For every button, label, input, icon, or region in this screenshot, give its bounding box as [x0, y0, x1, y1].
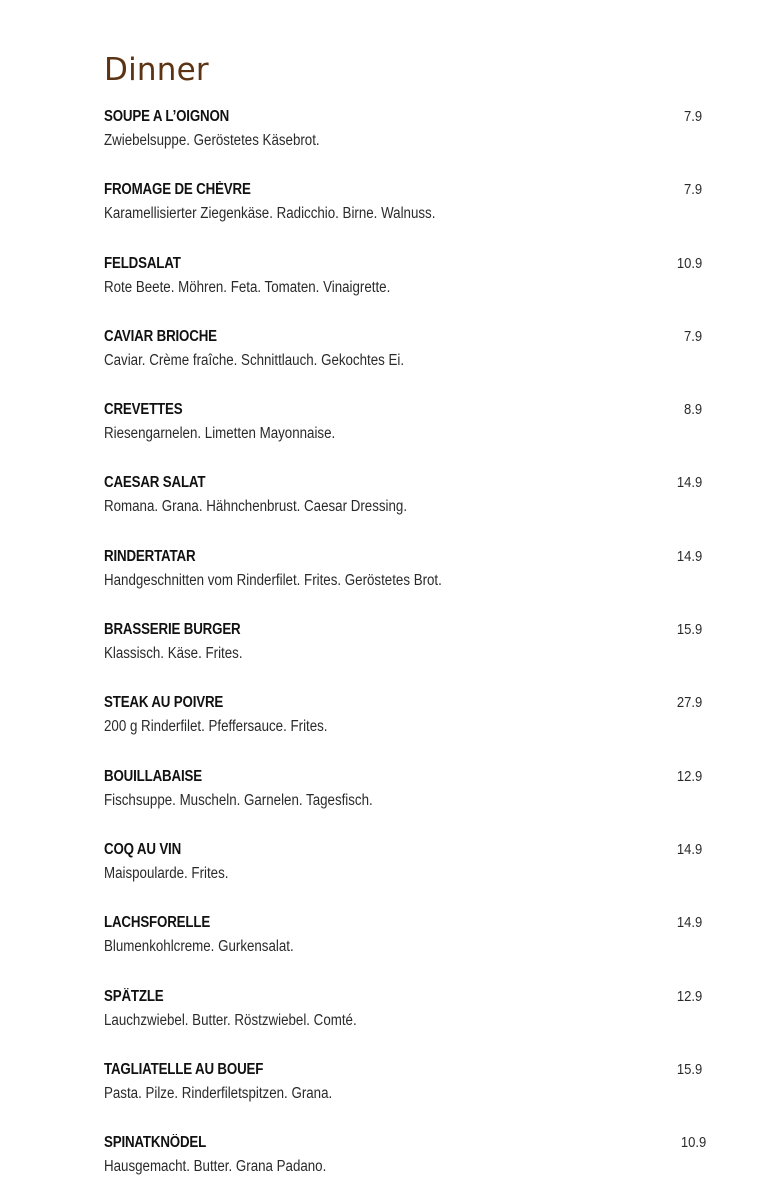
- item-name: SPÄTZLE: [104, 987, 164, 1005]
- menu-item: [104, 399, 704, 472]
- item-name: STEAK AU POIVRE: [104, 694, 224, 712]
- item-description: Blumenkohlcreme. Gurkensalat.: [104, 938, 294, 956]
- item-description: Lauchzwiebel. Butter. Röstzwiebel. Comté.: [104, 1011, 357, 1029]
- item-price: 7.9: [683, 182, 702, 199]
- item-name: CAVIAR BRIOCHE: [104, 327, 217, 345]
- item-price: 10.9: [680, 1135, 706, 1152]
- item-description: 200 g Rinderfilet. Pfeffersauce. Frites.: [104, 718, 328, 736]
- item-name: SOUPE A L’OIGNON: [104, 108, 230, 125]
- item-price: 10.9: [676, 255, 702, 272]
- item-description: Handgeschnitten vom Rinderfilet. Frites. Geröstetes Brot.: [104, 571, 442, 589]
- item-price: 8.9: [683, 402, 702, 419]
- item-description: Pasta. Pilze. Rinderfiletspitzen. Grana.: [104, 1084, 333, 1102]
- menu-item: [104, 766, 704, 839]
- item-description: Riesengarnelen. Limetten Mayonnaise.: [104, 425, 336, 443]
- menu-item: [104, 546, 704, 619]
- menu-list: [104, 106, 704, 1200]
- item-description: Hausgemacht. Butter. Grana Padano.: [104, 1158, 327, 1176]
- item-description: Maispoularde. Frites.: [104, 864, 229, 882]
- item-name: CAESAR SALAT: [104, 474, 206, 492]
- menu-item: [104, 839, 704, 912]
- item-price: 7.9: [683, 109, 702, 125]
- menu-item: [104, 326, 704, 399]
- item-name: RINDERTATAR: [104, 547, 196, 565]
- menu-item: [104, 912, 704, 985]
- item-name: BOUILLABAISE: [104, 767, 202, 785]
- item-name: COQ AU VIN: [104, 840, 182, 858]
- item-price: 12.9: [676, 768, 702, 785]
- item-price: 12.9: [676, 988, 702, 1005]
- item-description: Karamellisierter Ziegenkäse. Radicchio. Birne. Walnuss.: [104, 205, 436, 223]
- menu-item: [104, 692, 704, 765]
- menu-item: [104, 253, 704, 326]
- item-price: 27.9: [676, 695, 702, 712]
- menu-item: [104, 986, 704, 1059]
- menu-item: [104, 106, 704, 179]
- item-description: Rote Beete. Möhren. Feta. Tomaten. Vinaigrette.: [104, 278, 391, 296]
- item-name: FELDSALAT: [104, 254, 181, 272]
- item-price: 14.9: [676, 841, 702, 858]
- item-price: 14.9: [676, 915, 702, 932]
- item-price: 15.9: [676, 622, 702, 639]
- item-price: 7.9: [683, 328, 702, 345]
- item-description: Klassisch. Käse. Frites.: [104, 645, 243, 663]
- page-title: Dinner: [104, 52, 209, 88]
- menu-item: [104, 1132, 704, 1200]
- item-description: Zwiebelsuppe. Geröstetes Käsebrot.: [104, 132, 320, 149]
- menu-item: [104, 1059, 704, 1132]
- menu-item: [104, 619, 704, 692]
- item-name: LACHSFORELLE: [104, 914, 211, 932]
- menu-item: [104, 179, 704, 252]
- item-name: CREVETTES: [104, 401, 183, 419]
- item-name: BRASSERIE BURGER: [104, 621, 241, 639]
- item-name: TAGLIATELLE AU BOUEF: [104, 1060, 264, 1078]
- item-description: Romana. Grana. Hähnchenbrust. Caesar Dressing.: [104, 498, 408, 516]
- item-price: 15.9: [676, 1061, 702, 1078]
- menu-item: [104, 472, 704, 545]
- item-name: SPINATKNÖDEL: [104, 1134, 207, 1152]
- item-price: 14.9: [676, 475, 702, 492]
- item-description: Caviar. Crème fraîche. Schnittlauch. Gekochtes Ei.: [104, 351, 405, 369]
- item-name: FROMAGE DE CHÈVRE: [104, 181, 251, 199]
- item-price: 14.9: [676, 548, 702, 565]
- item-description: Fischsuppe. Muscheln. Garnelen. Tagesfisch.: [104, 791, 373, 809]
